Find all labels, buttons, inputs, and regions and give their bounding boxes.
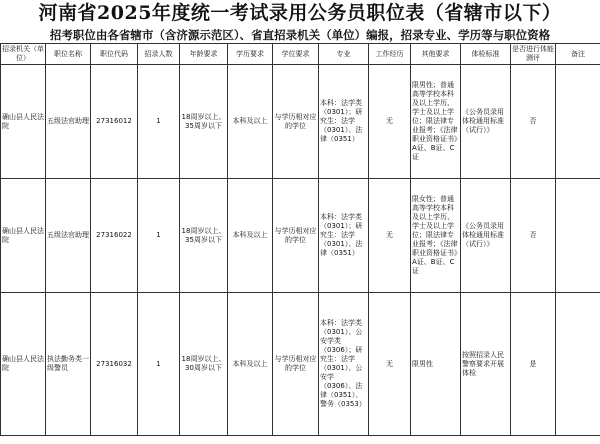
header-degree: 学位要求 <box>273 44 319 65</box>
cell-education: 本科及以上 <box>228 293 273 436</box>
cell-age: 18周岁以上、30周岁以下 <box>180 293 228 436</box>
header-age: 年龄要求 <box>180 44 228 65</box>
cell-position: 五级法官助理 <box>46 179 91 293</box>
header-agency: 招录机关（单位） <box>1 44 46 65</box>
cell-education: 本科及以上 <box>228 65 273 179</box>
cell-code: 27316032 <box>91 293 138 436</box>
page-title: 河南省2025年度统一考试录用公务员职位表（省辖市以下） <box>38 2 562 24</box>
cell-note <box>556 179 600 293</box>
cell-experience: 无 <box>369 293 411 436</box>
cell-agency: 确山县人民法院 <box>1 179 46 293</box>
cell-code: 27316012 <box>91 65 138 179</box>
cell-age: 18周岁以上、35周岁以下 <box>180 179 228 293</box>
cell-major: 本科：法学类（0301）；研究生：法学（0301）、法律（0351） <box>319 179 369 293</box>
cell-count: 1 <box>138 65 180 179</box>
header-position: 职位名称 <box>46 44 91 65</box>
cell-note <box>556 65 600 179</box>
cell-other: 限男性；普通高等学校本科及以上学历、学士及以上学位；限法律专业报考；《法律职业资格证书》A证、B证、C证 <box>411 65 461 179</box>
cell-fitness: 否 <box>511 65 556 179</box>
cell-experience: 无 <box>369 65 411 179</box>
page-subtitle: 招考职位由各省辖市（含济源示范区）、省直招录机关（单位）编报，招录专业、学历等与职位资格 <box>49 28 551 42</box>
cell-major: 本科：法学类（0301）；研究生：法学（0301）、法律（0351） <box>319 65 369 179</box>
cell-experience: 无 <box>369 179 411 293</box>
header-note: 备注 <box>556 44 600 65</box>
header-major: 专业 <box>319 44 369 65</box>
cell-physical: 按照招录人民警察要求开展体检 <box>461 293 511 436</box>
cell-age: 18周岁以上、35周岁以下 <box>180 65 228 179</box>
table-header-row <box>1 44 600 65</box>
cell-agency: 确山县人民法院 <box>1 65 46 179</box>
cell-count: 1 <box>138 293 180 436</box>
cell-fitness: 否 <box>511 179 556 293</box>
table-row <box>1 65 600 179</box>
cell-position: 五级法官助理 <box>46 65 91 179</box>
cell-degree: 与学历相对应的学位 <box>273 293 319 436</box>
positions-table <box>0 43 600 436</box>
cell-physical: 《公务员录用体检通用标准（试行）》 <box>461 65 511 179</box>
header-physical: 体检标准 <box>461 44 511 65</box>
table-row <box>1 179 600 293</box>
cell-major <box>319 293 369 436</box>
header-education: 学历要求 <box>228 44 273 65</box>
cell-note <box>556 293 600 436</box>
cell-degree: 与学历相对应的学位 <box>273 179 319 293</box>
table-row <box>1 293 600 436</box>
header-code: 职位代码 <box>91 44 138 65</box>
header-fitness: 是否进行体能测评 <box>511 44 556 65</box>
cell-other: 限男性 <box>411 293 461 436</box>
header-experience: 工作经历 <box>369 44 411 65</box>
cell-count: 1 <box>138 179 180 293</box>
cell-agency: 确山县人民法院 <box>1 293 46 436</box>
cell-fitness: 是 <box>511 293 556 436</box>
cell-major-text: 本科：法学类（0301）、公安学类（0306）；研究生：法学（0301）、公安学（0306）、法律（0351）、警务（0353） <box>320 319 366 408</box>
header-other: 其他要求 <box>411 44 461 65</box>
cell-education: 本科及以上 <box>228 179 273 293</box>
cell-position: 执法勤务类一级警员 <box>46 293 91 436</box>
cell-code: 27316022 <box>91 179 138 293</box>
cell-other: 限女性；普通高等学校本科及以上学历、学士及以上学位；限法律专业报考；《法律职业资格证书》A证、B证、C证 <box>411 179 461 293</box>
header-count: 招录人数 <box>138 44 180 65</box>
cell-physical: 《公务员录用体检通用标准（试行）》 <box>461 179 511 293</box>
cell-degree: 与学历相对应的学位 <box>273 65 319 179</box>
